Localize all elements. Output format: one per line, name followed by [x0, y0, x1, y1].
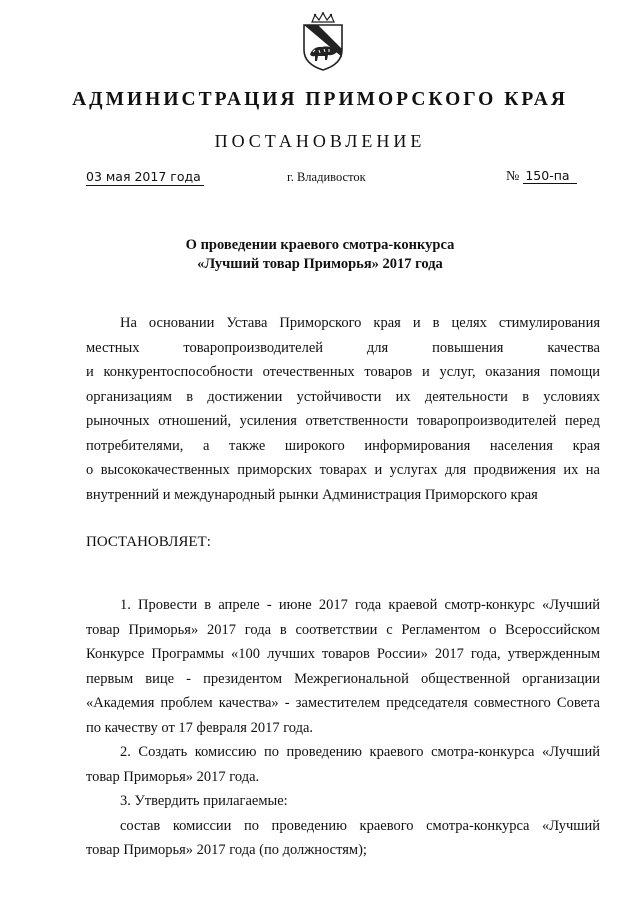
- document-number: 150-па: [523, 168, 577, 184]
- document-city: г. Владивосток: [287, 170, 366, 184]
- text-line: внутренний и международный рынки Администрация Приморского края: [86, 486, 538, 503]
- resolution-items: [86, 593, 600, 863]
- document-number-field: [506, 168, 577, 185]
- document-type: ПОСТАНОВЛЕНИЕ: [214, 131, 426, 151]
- text-line: потребителями, а также широкого информирования населения края: [86, 437, 600, 454]
- text-line: первым вице - президентом Межрегиональной общественной организации: [86, 670, 600, 687]
- number-sign: №: [506, 169, 520, 184]
- text-line: товар Приморья» 2017 года в соответствии с Регламентом о Всероссийском: [86, 621, 600, 638]
- text-line: рыночных отношений, усиления ответственности товаропроизводителей перед: [86, 413, 600, 429]
- text-line: по качеству от 17 февраля 2017 года.: [86, 719, 314, 736]
- text-line: о высококачественных приморских товарах и услугах для продвижения их на: [86, 462, 600, 478]
- text-line: 1. Провести в апреле - июне 2017 года краевой смотр-конкурс «Лучший: [120, 597, 600, 613]
- text-line: товар Приморья» 2017 года (по должностям);: [86, 842, 367, 858]
- text-line: организациям в достижении устойчивости их деятельности в условиях: [86, 388, 600, 405]
- text-line: товар Приморья» 2017 года.: [86, 768, 260, 785]
- resolves-heading: ПОСТАНОВЛЯЕТ:: [86, 534, 211, 550]
- document-title: [0, 236, 640, 274]
- text-line: На основании Устава Приморского края и в целях стимулирования: [120, 315, 600, 331]
- title-line: О проведении краевого смотра-конкурса: [185, 237, 455, 253]
- text-line: местных товаропроизводителей для повышения качества: [86, 339, 600, 356]
- text-line: состав комиссии по проведению краевого смотра-конкурса «Лучший: [120, 817, 600, 834]
- organization-name: АДМИНИСТРАЦИЯ ПРИМОРСКОГО КРАЯ: [72, 89, 568, 110]
- coat-of-arms-emblem: [300, 12, 346, 72]
- text-line: и конкурентоспособности отечественных товаров и услуг, оказания помощи: [86, 364, 600, 380]
- preamble-paragraph: [86, 311, 600, 507]
- text-line: «Академия проблем качества» - заместителем председателя совместного Совета: [86, 695, 600, 711]
- text-line: 3. Утвердить прилагаемые:: [120, 793, 288, 809]
- text-line: 2. Создать комиссию по проведению краевого смотра-конкурса «Лучший: [120, 744, 600, 760]
- document-date: 03 мая 2017 года: [86, 169, 204, 186]
- text-line: Конкурсе Программы «100 лучших товаров России» 2017 года, утвержденным: [86, 646, 600, 662]
- title-line: «Лучший товар Приморья» 2017 года: [197, 256, 443, 272]
